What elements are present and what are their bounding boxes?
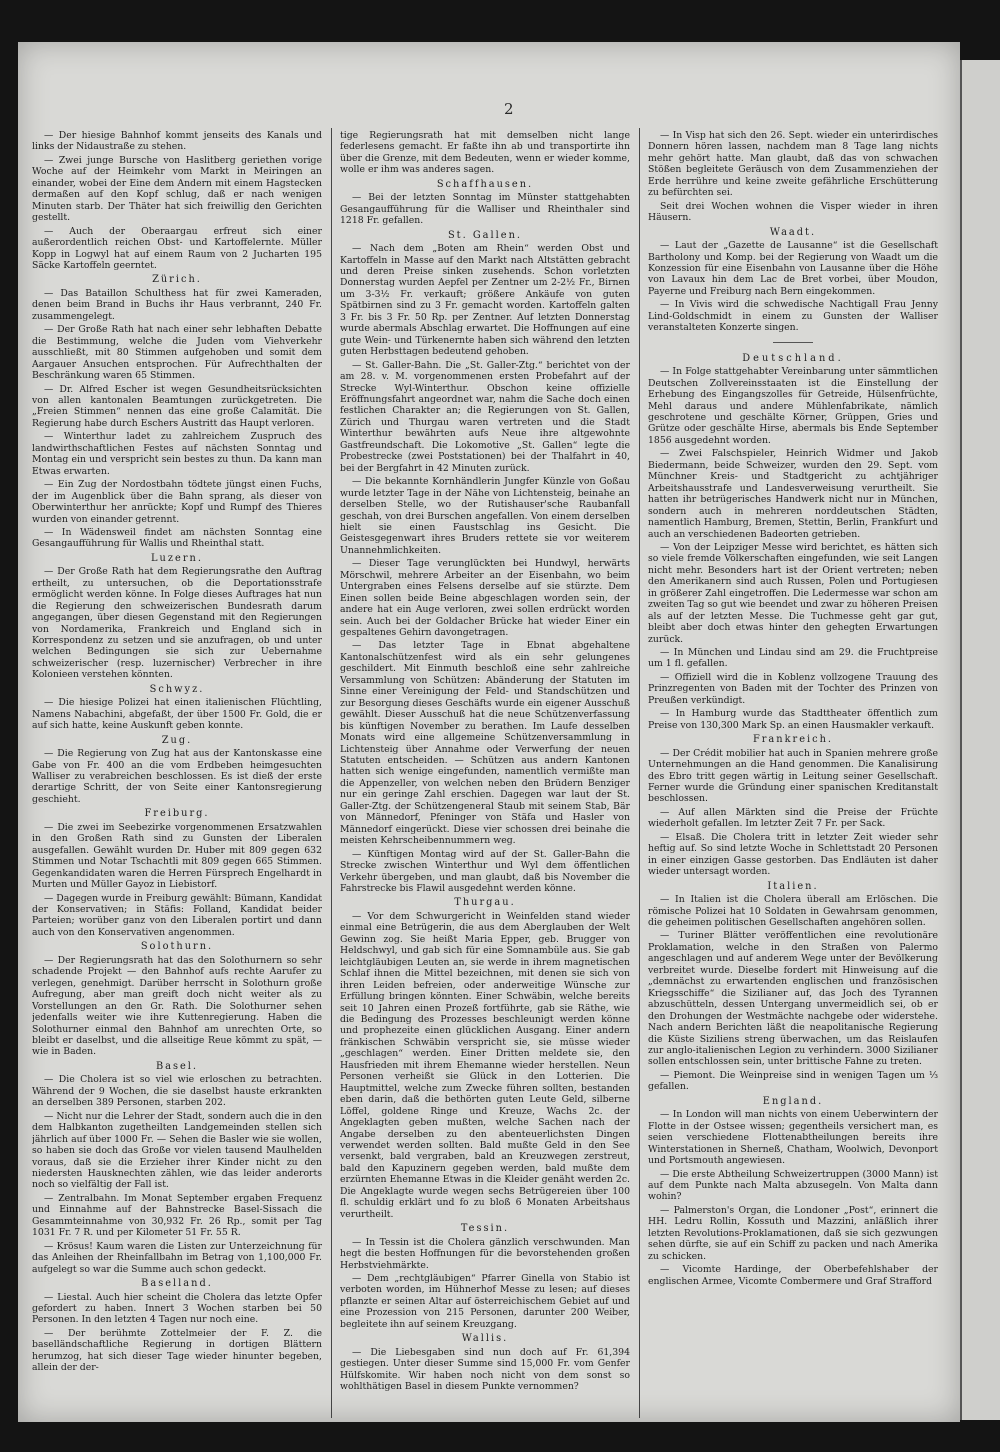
section-heading: Tessin. bbox=[460, 1223, 510, 1235]
column-left bbox=[32, 130, 322, 1412]
article-paragraph: — Dagegen wurde in Freiburg gewählt: Bümann, Kandidat der Konservativen; in Stäfis: Folland, Kandidat beider Parteien; worüber ganz von den Liberalen portirt und dann auch von den Konservativen angenommen. bbox=[32, 892, 322, 938]
article-paragraph: — In Tessin ist die Cholera gänzlich verschwunden. Man hegt die besten Hoffnungen für die bevorstehenden großen Herbstviehmärkte. bbox=[340, 1236, 630, 1271]
article-paragraph: — Winterthur ladet zu zahlreichem Zuspruch des landwirthschaftlichen Festes auf nächsten Sonntag und Montag ein und verspricht sein bestes zu thun. Da kann man Etwas erwarten. bbox=[32, 431, 322, 477]
article-paragraph: — Nach dem „Boten am Rhein“ werden Obst und Kartoffeln in Masse auf den Markt nach Altstätten gebracht und deren Preise sinken zusehends. Schon vorletzten Donnerstag wurden Aepfel per Zentner um 2-2½ Fr., Birnen um 3-3½ Fr. verkauft; größere Ankäufe von guten Spätbirnen sind zu 3 Fr. gemacht worden. Kartoffeln galten 3 Fr. bis 3 Fr. 50 Rp. per Zentner. Auf letzten Donnerstag wurde abermals Abschlag erwartet. Die Hoffnungen auf eine gute Wein- und Türkenernte haben sich während den letzten guten Herbsttagen bedeutend gehoben. bbox=[340, 243, 630, 358]
article-paragraph: — Der berühmte Zottelmeier der F. Z. die baselländschaftliche Regierung in dortigen Blättern herumzog, hat sich dieser Tage wieder hinunter begeben, allein der der- bbox=[32, 1327, 322, 1374]
next-page-edge bbox=[960, 60, 1000, 1420]
article-paragraph: — In Visp hat sich den 26. Sept. wieder ein unterirdisches Donnern hören lassen, nachdem man 8 Tage lang nichts mehr gehört hatte. Man glaubt, daß das von schwachen Stößen begleitete Geräusch von dem Zusammenziehen der Erde herrühre und keine zweite gefährliche Erschütterung zu befürchten sei. bbox=[648, 130, 938, 199]
article-paragraph: — St. Galler-Bahn. Die „St. Galler-Ztg.“ berichtet von der am 28. v. M. vorgenommenen ersten Probefahrt auf der Strecke Wyl-Winterthur. Obschon keine offizielle Eröffnungsfahrt angeordnet war, nahm die Sache doch einen festlichen Charakter an; die Regierungen von St. Gallen, Zürich und Thurgau waren vertreten und die Stadt Winterthur bewährten aufs Neue ihre altgewohnte Gastfreundschaft. Die Lokomotive „St. Gallen“ legte die Probestrecke (zwei Poststationen) bei der Thalfahrt in 40, bei der Bergfahrt in 42 Minuten zurück. bbox=[340, 359, 630, 474]
article-paragraph: — Dem „rechtgläubigen“ Pfarrer Ginella von Stabio ist verboten worden, im Hühnerhof Messe zu lesen; auf dieses pflanzte er seinen Altar auf österreichischem Gebiet auf und eine Prozession von 215 Personen, darunter 200 Weiber, begleitete ihn auf seinem Kreuzgang. bbox=[340, 1272, 630, 1330]
section-rule bbox=[773, 342, 813, 343]
article-paragraph: — Von der Leipziger Messe wird berichtet, es hätten sich so viele fremde Völkerschaften eingefunden, wie seit Langen nicht mehr. Besonders hart ist der Orient vertreten; neben den Amerikanern sind auch Russen, Polen und Portugiesen in größerer Zahl eingetroffen. Die Ledermesse war schon am zweiten Tag so gut wie beendet und zwar zu höheren Preisen als auf der letzten Messe. Die Tuchmesse geht gar gut, bleibt aber doch etwas hinter den gehegten Erwartungen zurück. bbox=[648, 541, 938, 645]
newspaper-page bbox=[18, 42, 960, 1422]
article-paragraph: — Der hiesige Bahnhof kommt jenseits des Kanals und links der Nidaustraße zu stehen. bbox=[32, 130, 322, 153]
section-heading: Baselland. bbox=[141, 1278, 213, 1290]
section-heading: Freiburg. bbox=[144, 808, 210, 820]
article-paragraph: — Die bekannte Kornhändlerin Jungfer Künzle von Goßau wurde letzter Tage in der Nähe von Lichtensteig, beinahe an derselben Stelle, wo der Rutishauser'sche Raubanfall geschah, von drei Burschen angefallen. Von einem derselben hielt sie einen Faustschlag ins Gesicht. Die Geistesgegenwart ihres Bruders rettete sie vor weiterem Unannehmlichkeiten. bbox=[340, 476, 630, 556]
article-paragraph: — Künftigen Montag wird auf der St. Galler-Bahn die Strecke zwischen Winterthur und Wyl dem öffentlichen Verkehr übergeben, und man glaubt, daß bis November die Fahrstrecke bis Flawil ausgedehnt werden könne. bbox=[340, 848, 630, 894]
section-heading: Wallis. bbox=[461, 1333, 509, 1345]
article-paragraph: — Die Cholera ist so viel wie erloschen zu betrachten. Während der 9 Wochen, die sie daselbst hauste erkrankten an derselben 389 Personen, starben 202. bbox=[32, 1074, 322, 1109]
article-paragraph: — Das letzter Tage in Ebnat abgehaltene Kantonalschützenfest wird als ein sehr gelungenes geschildert. Mit Einmuth beschloß eine sehr zahlreiche Versammlung von Schützen: Abänderung der Statuten im Sinne einer Vereinigung der Feld- und Standschützen und zur Besorgung dieses Geschäfts wurde ein eigener Ausschuß gewählt. Dieser Ausschuß hat die neue Schützenverfassung bis künftigen November zu berathen. Im Laufe desselben Monats wird eine allgemeine Schützenversammlung in Lichtensteig über Annahme oder Verwerfung der neuen Statuten entscheiden. — Schützen aus andern Kantonen hatten sich wenige eingefunden, namentlich vermißte man die Appenzeller, von welchen neben den Brüdern Benziger nur ein geringe Zahl erschien. Dagegen war laut der St. Galler-Ztg. der Schützengeneral Staub mit seinem Stab, Bär von Männedorf, Pfeninger von Stäfa und Hasler von Männedorf eingerückt. Diese vier schossen drei beinahe die meisten Kehrscheibennummern weg. bbox=[340, 640, 630, 847]
article-paragraph: — Offiziell wird die in Koblenz vollzogene Trauung des Prinzregenten von Baden mit der Tochter des Prinzen von Preußen verkündigt. bbox=[648, 671, 938, 706]
section-heading: Solothurn. bbox=[140, 941, 214, 953]
article-paragraph: — Palmerston's Organ, die Londoner „Post“, erinnert die HH. Ledru Rollin, Kossuth und Mazzini, anläßlich ihrer letzten Revolutions-Proklamationen, daß sie sich gezwungen sehen dürfte, sie auf ein Schiff zu packen und nach Amerika zu schicken. bbox=[648, 1204, 938, 1262]
article-paragraph: — Die hiesige Polizei hat einen italienischen Flüchtling, Namens Nabachini, abgefaßt, der über 1500 Fr. Gold, die er auf sich hatte, keine Auskunft geben konnte. bbox=[32, 697, 322, 732]
article-paragraph: Seit drei Wochen wohnen die Visper wieder in ihren Häusern. bbox=[648, 200, 938, 224]
article-paragraph: — Der Große Rath hat dem Regierungsrathe den Auftrag ertheilt, zu untersuchen, ob die Deportationsstrafe ermöglicht werden könne. In Folge dieses Auftrages hat nun die Regierung den schweizerischen Bundesrath darum angegangen, über diesen Gegenstand mit den Regierungen von Nordamerika, Frankreich und England sich in Korrespondenz zu setzen und sie anzufragen, ob und unter welchen Bedingungen sie sich zur Uebernahme schweizerischer (resp. luzernischer) Verbrecher in ihre Kolonieen verstehen könnten. bbox=[32, 566, 322, 681]
article-paragraph: — Das Bataillon Schulthess hat für zwei Kameraden, denen beim Brand in Buchs ihr Haus verbrannt, 240 Fr. zusammengelegt. bbox=[32, 287, 322, 322]
article-paragraph: — Zwei Falschspieler, Heinrich Widmer und Jakob Biedermann, beide Schweizer, wurden den 29. Sept. vom Münchner Kreis- und Stadtgericht zu achtjähriger Arbeitshausstrafe und Landesverweisung verurtheilt. Sie hatten ihr betrügerisches Handwerk nicht nur in München, sondern auch in mehreren norddeutschen Städten, namentlich Hamburg, Bremen, Stettin, Berlin, Frankfurt und auch an verschiedenen Badeorten getrieben. bbox=[648, 448, 938, 540]
article-paragraph: — Die Regierung von Zug hat aus der Kantonskasse eine Gabe von Fr. 400 an die vom Erdbeben heimgesuchten Walliser zu verabreichen beschlossen. Es ist dieß der erste derartige Schritt, der von Seite einer Kantonsregierung geschieht. bbox=[32, 748, 322, 805]
article-paragraph: — Ein Zug der Nordostbahn tödtete jüngst einen Fuchs, der im Augenblick über die Bahn sprang, als dieser von Oberwinterthur her anrückte; Kopf und Rumpf des Thieres wurden von einander getrennt. bbox=[32, 479, 322, 525]
article-paragraph: — Die Liebesgaben sind nun doch auf Fr. 61,394 gestiegen. Unter dieser Summe sind 15,000 Fr. vom Genfer Hülfskomite. Wir haben noch nicht von dem sonst so wohlthätigen Basel in diesem Punkte vernommen? bbox=[340, 1346, 630, 1393]
article-paragraph: — Der Regierungsrath hat das den Solothurnern so sehr schadende Projekt — den Bahnhof aufs rechte Aarufer zu verlegen, genehmigt. Darüber herrscht in Solothurn große Aufregung, aber man greift doch nicht weiter als zu Vorstellungen an den Gr. Rath. Die Solothurner sehen jedenfalls weiter wie ihre Kuttenregierung. Haben die Solothurner einmal den Bahnhof am unrechten Orte, so bleibt er daselbst, und die allseitige Reue kömmt zu spät, — wie in Baden. bbox=[32, 954, 322, 1058]
article-paragraph: — Elsaß. Die Cholera tritt in letzter Zeit wieder sehr heftig auf. So sind letzte Woche in Schlettstadt 20 Personen in einer einzigen Gasse gestorben. Das Endläuten ist daher wieder untersagt worden. bbox=[648, 831, 938, 878]
section-heading: Deutschland. bbox=[742, 352, 844, 364]
section-heading: St. Gallen. bbox=[447, 229, 523, 241]
section-heading: Basel. bbox=[155, 1060, 199, 1072]
article-paragraph: — Dieser Tage verunglückten bei Hundwyl, herwärts Mörschwil, mehrere Arbeiter an der Eisenbahn, wo beim Untergraben eines Felsens derselbe auf sie stürzte. Dem Einen sollen beide Beine abgeschlagen worden sein, der andere hat ein Auge verloren, zwei sollen erdrückt worden sein. Auch bei der Goldacher Brücke hat wieder Einer ein gespaltenes Gehirn davongetragen. bbox=[340, 558, 630, 639]
section-heading: Frankreich. bbox=[752, 734, 834, 746]
section-heading: Schwyz. bbox=[149, 683, 205, 695]
section-heading: Schaffhausen. bbox=[436, 178, 534, 190]
article-paragraph: — In Wädensweil findet am nächsten Sonntag eine Gesangaufführung für Wallis und Rheinthal statt. bbox=[32, 526, 322, 550]
article-paragraph: — Nicht nur die Lehrer der Stadt, sondern auch die in den dem Halbkanton zugetheilten Landgemeinden stellen sich jährlich auf über 1000 Fr. — Sehen die Basler wie sie wollen, so haben sie doch das Große vor vielen tausend Maulhelden voraus, daß sie die Erzieher ihrer Kinder nicht zu den niedersten Hausknechten zählen, wie das leider anderorts noch so vielfältig der Fall ist. bbox=[32, 1110, 322, 1191]
article-paragraph: — Krösus! Kaum waren die Listen zur Unterzeichnung für das Anleihen der Rheinfallbahn im Betrag von 1,100,000 Fr. aufgelegt so war die Summe auch schon gedeckt. bbox=[32, 1240, 322, 1275]
article-paragraph: — In München und Lindau sind am 29. die Fruchtpreise um 1 fl. gefallen. bbox=[648, 647, 938, 670]
article-paragraph: — Laut der „Gazette de Lausanne“ ist die Gesellschaft Bartholony und Komp. bei der Regierung von Waadt um die Konzession für eine Eisenbahn von Lausanne über die Höhe von Lavaux hin dem Lac de Bret vorbei, über Moudon, Payerne und Freiburg nach Bern eingekommen. bbox=[648, 240, 938, 297]
article-paragraph: — Die erste Abtheilung Schweizertruppen (3000 Mann) ist auf dem Punkte nach Malta abzusegeln. Von Malta dann wohin? bbox=[648, 1168, 938, 1203]
article-paragraph: — In London will man nichts von einem Ueberwintern der Flotte in der Ostsee wissen; gegentheils versichert man, es seien verschiedene Flottenabtheilungen bereits ihre Winterstationen in Sherneß, Chatham, Woolwich, Devonport und Portsmouth angewiesen. bbox=[648, 1109, 938, 1167]
section-heading: Waadt. bbox=[769, 226, 817, 238]
section-heading: Zürich. bbox=[152, 274, 202, 286]
article-paragraph: — Die zwei im Seebezirke vorgenommenen Ersatzwahlen in den Großen Rath sind zu Gunsten der Liberalen ausgefallen. Gewählt wurden Dr. Huber mit 809 gegen 632 Stimmen und Notar Tschachtli mit 809 gegen 665 Stimmen. Gegenkandidaten waren die Herren Fürsprech Engelhardt in Murten und Müller Gayoz in Liebistorf. bbox=[32, 821, 322, 891]
section-heading: England. bbox=[762, 1095, 824, 1107]
column-divider-right bbox=[639, 128, 640, 1418]
page-number: 2 bbox=[504, 100, 514, 118]
column-right bbox=[648, 130, 938, 1412]
section-heading: Zug. bbox=[161, 734, 193, 746]
article-paragraph: tige Regierungsrath hat mit demselben nicht lange federlesens gemacht. Er faßte ihn ab und transportirte ihn über die Grenze, mit dem Bedeuten, wenn er wieder komme, wolle er ihm was anderes sagen. bbox=[340, 130, 630, 176]
article-paragraph: — Dr. Alfred Escher ist wegen Gesundheitsrücksichten von allen kantonalen Beamtungen zurückgetreten. Die „Freien Stimmen“ nennen das eine große Calamität. Die Regierung habe durch Eschers Austritt das Haupt verloren. bbox=[32, 383, 322, 429]
article-paragraph: — Auch der Oberaargau erfreut sich einer außerordentlich reichen Obst- und Kartoffelernte. Müller Kopp in Logwyl hat auf einem Raum von 2 Jucharten 195 Säcke Kartoffeln geerntet. bbox=[32, 225, 322, 271]
section-heading: Luzern. bbox=[151, 552, 203, 564]
article-paragraph: — Vicomte Hardinge, der Oberbefehlshaber der englischen Armee, Vicomte Combermere und Graf Strafford bbox=[648, 1264, 938, 1287]
article-paragraph: — Der Crédit mobilier hat auch in Spanien mehrere große Unternehmungen an die Hand genommen. Die Kanalisirung des Ebro tritt gegen wärtig in Leitung seiner Gesellschaft. Ferner wurde die Gründung einer spanischen Kreditanstalt beschlossen. bbox=[648, 747, 938, 805]
article-paragraph: — In Hamburg wurde das Stadttheater öffentlich zum Preise von 130,300 Mark Sp. an einen Hausmakler verkauft. bbox=[648, 708, 938, 731]
section-heading: Italien. bbox=[767, 880, 819, 892]
article-paragraph: — Turiner Blätter veröffentlichen eine revolutionäre Proklamation, welche in den Straßen von Palermo angeschlagen und auf anderem Wege unter der Bevölkerung verbreitet wurde. Dieselbe fordert mit Hinweisung auf die „demnächst zu erwartenden englischen und französischen Kriegsschiffe“ die Sizilianer auf, das Joch des Tyrannen abzuschütteln, dessen Untergang unvermeidlich sei, ob er den Drohungen der Westmächte nachgebe oder widerstehe. Nach andern Berichten läßt die neapolitanische Regierung die Küste Siziliens streng überwachen, um das Reislaufen zur anglo-italienischen Legion zu verhindern. 3000 Sizilianer sollen entschlossen sein, unter brittische Fahne zu treten. bbox=[648, 930, 938, 1068]
article-paragraph: — Liestal. Auch hier scheint die Cholera das letzte Opfer gefordert zu haben. Innert 3 Wochen starben bei 50 Personen. In den letzten 4 Tagen nur noch eine. bbox=[32, 1291, 322, 1326]
article-paragraph: — Der Große Rath hat nach einer sehr lebhaften Debatte die Bestimmung, welche die Juden vom Viehverkehr ausschließt, mit 80 Stimmen aufgehoben und somit dem Aargauer Ansuchen entsprochen. Für Aufrechthalten der Beschränkung waren 65 Stimmen. bbox=[32, 324, 322, 382]
article-paragraph: — Bei der letzten Sonntag im Münster stattgehabten Gesangaufführung für die Walliser und Rheinthaler sind 1218 Fr. gefallen. bbox=[340, 192, 630, 227]
article-paragraph: — Zentralbahn. Im Monat September ergaben Frequenz und Einnahme auf der Bahnstrecke Basel-Sissach die Gesammteinnahme von 30,932 Fr. 26 Rp., somit per Tag 1031 Fr. 7 R. und per Kilometer 51 Fr. 55 R. bbox=[32, 1192, 322, 1239]
column-divider-left bbox=[331, 128, 332, 1418]
article-paragraph: — In Vivis wird die schwedische Nachtigall Frau Jenny Lind-Goldschmidt in einem zu Gunsten der Walliser veranstalteten Konzerte singen. bbox=[648, 299, 938, 334]
article-paragraph: — In Folge stattgehabter Vereinbarung unter sämmtlichen Deutschen Zollvereinsstaaten ist die Einstellung der Erhebung des Eingangszolles für Getreide, Hülsenfrüchte, Mehl daraus und andere Mühlenfabrikate, nämlich geschrotene und geschälte Körner, Grüppen, Gries und Grütze oder geschälte Hirse, abermals bis Ende September 1856 ausgedehnt worden. bbox=[648, 366, 938, 446]
article-paragraph: — In Italien ist die Cholera überall am Erlöschen. Die römische Polizei hat 10 Soldaten in Gewahrsam genommen, die geheimen politischen Gesellschaften angehören sollen. bbox=[648, 894, 938, 928]
article-paragraph: — Piemont. Die Weinpreise sind in wenigen Tagen um ⅓ gefallen. bbox=[648, 1069, 938, 1093]
column-middle bbox=[340, 130, 630, 1412]
article-paragraph: — Vor dem Schwurgericht in Weinfelden stand wieder einmal eine Betrügerin, die aus dem Aberglauben der Welt Gewinn zog. Sie heißt Maria Epper, geb. Brugger von Heldschwyl, und gab sich für eine Somnambüle aus. Sie gab leichtgläubigen Leuten an, sie werde in ihrem magnetischen Schlaf ihnen die Mittel bezeichnen, mit denen sie sich von ihren Leiden befreien, oder anderweitige Wünsche zur Erfüllung bringen könnten. Einer Schwäbin, welche bereits seit 10 Jahren einen Prozeß fortführte, gab sie Räthe, wie die Bedingung des Prozesses beschleunigt werden könne und prophezeite einen glücklichen Ausgang. Einer andern fränkischen Schwäbin verspricht sie, sie müsse wieder „geschlagen“ werden. Einer Dritten meldete sie, den Hausfrieden mit ihrem Ehemanne wieder herstellen. Neun Personen verheißt sie Glück in den Lotterien. Die Hauptmittel, welche zum Zwecke führen sollten, bestanden eben darin, daß die bethörten guten Leute Geld, silberne Löffel, goldene Ringe und Kreuze, Wachs 2c. der Angeklagten geben mußten, welche Sachen nach der Angabe derselben zu den abenteuerlichsten Dingen verwendet werden sollten. Bald mußte Geld in den See versenkt, bald vergraben, bald an Kreuzwegen zerstreut, bald den Kapuzinern gegeben werden, bald mußte dem erzürnten Ehemanne Etwas in die Kleider genäht werden 2c. Die Angeklagte wurde wegen sechs Betrügereien über 100 fl. schuldig erklärt und fo zu bloß 6 Monaten Arbeitshaus verurtheilt. bbox=[340, 910, 630, 1220]
section-heading: Thurgau. bbox=[454, 897, 516, 909]
article-paragraph: — Zwei junge Bursche von Haslitberg geriethen vorige Woche auf der Heimkehr vom Markt in Meiringen an einander, wobei der Eine dem Andern mit einem Hagstecken dermaßen auf den Kopf schlug, daß er nach wenigen Minuten starb. Der Thäter hat sich freiwillig den Gerichten gestellt. bbox=[32, 154, 322, 224]
article-paragraph: — Auf allen Märkten sind die Preise der Früchte wiederholt gefallen. Im letzter Zeit 7 Fr. per Sack. bbox=[648, 806, 938, 830]
